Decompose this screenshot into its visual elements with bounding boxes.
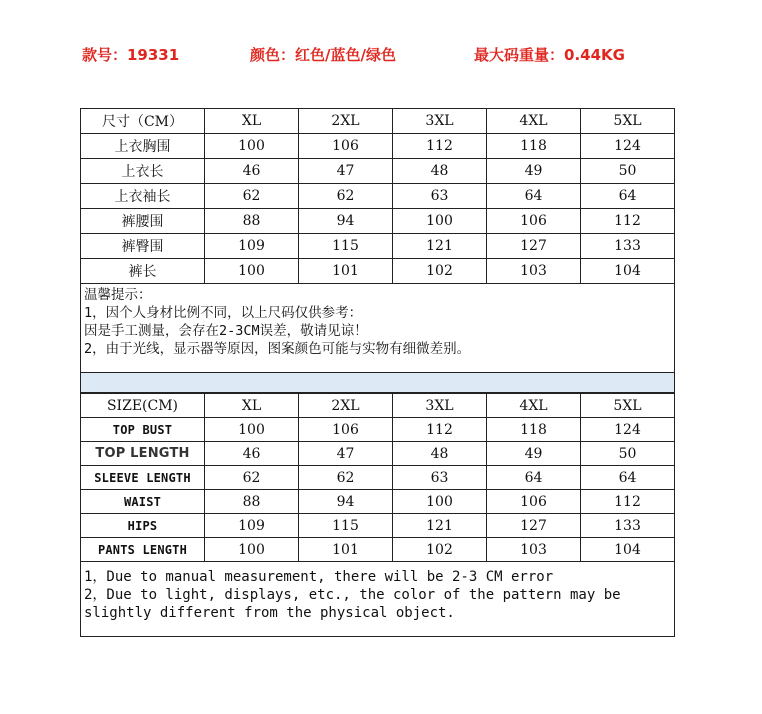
header-cell: 5XL	[581, 394, 675, 418]
table-cell: 106	[487, 490, 581, 514]
table-cell: 104	[581, 259, 675, 284]
table-cell: 49	[487, 159, 581, 184]
row-label: TOP BUST	[81, 418, 205, 442]
table-cell: 50	[581, 442, 675, 466]
table-cell: 100	[205, 259, 299, 284]
table-cell: 106	[299, 418, 393, 442]
table-cell: 47	[299, 159, 393, 184]
table-cell: 47	[299, 442, 393, 466]
table-row	[81, 466, 675, 490]
note-line: 1，Due to manual measurement, there will be 2-3 CM error	[84, 569, 554, 585]
table-row	[81, 490, 675, 514]
separator-band	[81, 373, 675, 393]
table-cell: 64	[487, 184, 581, 209]
table-cell: 62	[205, 466, 299, 490]
table-header-row	[81, 109, 675, 134]
table-cell: 133	[581, 234, 675, 259]
header-cell: 尺寸（CM）	[81, 109, 205, 134]
chinese-notes	[81, 284, 675, 373]
table-cell: 62	[299, 466, 393, 490]
table-cell: 118	[487, 134, 581, 159]
table-cell: 106	[487, 209, 581, 234]
table-cell: 106	[299, 134, 393, 159]
notes-row	[81, 284, 675, 373]
table-row	[81, 184, 675, 209]
note-line: 2，由于光线，显示器等原因，图案颜色可能与实物有细微差别。	[84, 341, 471, 357]
table-cell: 112	[581, 209, 675, 234]
header-cell: 4XL	[487, 394, 581, 418]
row-label: PANTS LENGTH	[81, 538, 205, 562]
table-cell: 127	[487, 234, 581, 259]
table-row	[81, 209, 675, 234]
table-cell: 109	[205, 514, 299, 538]
table-cell: 100	[393, 209, 487, 234]
header-cell: 5XL	[581, 109, 675, 134]
table-row	[81, 134, 675, 159]
table-cell: 101	[299, 538, 393, 562]
table-cell: 121	[393, 514, 487, 538]
table-cell: 64	[581, 466, 675, 490]
table-cell: 46	[205, 442, 299, 466]
table-row	[81, 259, 675, 284]
table-cell: 49	[487, 442, 581, 466]
max-size-weight: 最大码重量：0.44KG	[474, 46, 625, 64]
table-cell: 50	[581, 159, 675, 184]
note-line: 2，Due to light, displays, etc., the color of the pattern may be	[84, 587, 621, 603]
header-cell: 3XL	[393, 394, 487, 418]
row-label: 裤腰围	[81, 209, 205, 234]
table-cell: 88	[205, 209, 299, 234]
table-cell: 124	[581, 134, 675, 159]
table-cell: 64	[487, 466, 581, 490]
notes-row	[81, 562, 675, 637]
color-options: 颜色：红色/蓝色/绿色	[250, 46, 396, 64]
product-header	[0, 44, 762, 66]
row-label: TOP LENGTH	[81, 442, 205, 466]
table-row	[81, 442, 675, 466]
table-cell: 102	[393, 538, 487, 562]
header-cell: 2XL	[299, 394, 393, 418]
table-cell: 94	[299, 209, 393, 234]
note-line: 因是手工测量，会存在2-3CM误差，敬请见谅！	[84, 323, 368, 339]
size-chart-chinese	[80, 108, 675, 393]
table-cell: 48	[393, 442, 487, 466]
style-number: 款号：19331	[82, 46, 180, 64]
table-cell: 121	[393, 234, 487, 259]
table-cell: 112	[581, 490, 675, 514]
table-cell: 94	[299, 490, 393, 514]
table-row	[81, 514, 675, 538]
header-cell: 4XL	[487, 109, 581, 134]
table-cell: 124	[581, 418, 675, 442]
header-cell: SIZE(CM)	[81, 394, 205, 418]
table-cell: 115	[299, 234, 393, 259]
table-cell: 62	[299, 184, 393, 209]
row-label: 裤长	[81, 259, 205, 284]
row-label: HIPS	[81, 514, 205, 538]
note-line: 1，因个人身材比例不同，以上尺码仅供参考：	[84, 305, 363, 321]
table-cell: 103	[487, 259, 581, 284]
table-cell: 62	[205, 184, 299, 209]
table-row	[81, 418, 675, 442]
table-row	[81, 234, 675, 259]
table-cell: 88	[205, 490, 299, 514]
table-cell: 109	[205, 234, 299, 259]
table-cell: 100	[205, 134, 299, 159]
row-label: 上衣长	[81, 159, 205, 184]
table-cell: 103	[487, 538, 581, 562]
table-cell: 48	[393, 159, 487, 184]
header-cell: XL	[205, 109, 299, 134]
table-cell: 46	[205, 159, 299, 184]
table-cell: 101	[299, 259, 393, 284]
table-cell: 100	[393, 490, 487, 514]
row-label: WAIST	[81, 490, 205, 514]
table-cell: 133	[581, 514, 675, 538]
header-cell: 3XL	[393, 109, 487, 134]
row-label: SLEEVE LENGTH	[81, 466, 205, 490]
table-cell: 102	[393, 259, 487, 284]
row-label: 上衣胸围	[81, 134, 205, 159]
header-cell: 2XL	[299, 109, 393, 134]
table-cell: 100	[205, 418, 299, 442]
row-label: 裤臀围	[81, 234, 205, 259]
table-cell: 112	[393, 418, 487, 442]
separator-row	[81, 373, 675, 393]
table-row	[81, 538, 675, 562]
table-cell: 104	[581, 538, 675, 562]
header-cell: XL	[205, 394, 299, 418]
table-cell: 112	[393, 134, 487, 159]
table-cell: 63	[393, 466, 487, 490]
table-cell: 64	[581, 184, 675, 209]
note-line: 温馨提示：	[84, 287, 152, 303]
table-cell: 100	[205, 538, 299, 562]
note-line: slightly different from the physical object.	[84, 605, 455, 621]
table-cell: 63	[393, 184, 487, 209]
table-cell: 115	[299, 514, 393, 538]
table-header-row	[81, 394, 675, 418]
size-chart-english	[80, 393, 675, 637]
english-notes	[81, 562, 675, 637]
row-label: 上衣袖长	[81, 184, 205, 209]
table-cell: 127	[487, 514, 581, 538]
table-row	[81, 159, 675, 184]
table-cell: 118	[487, 418, 581, 442]
